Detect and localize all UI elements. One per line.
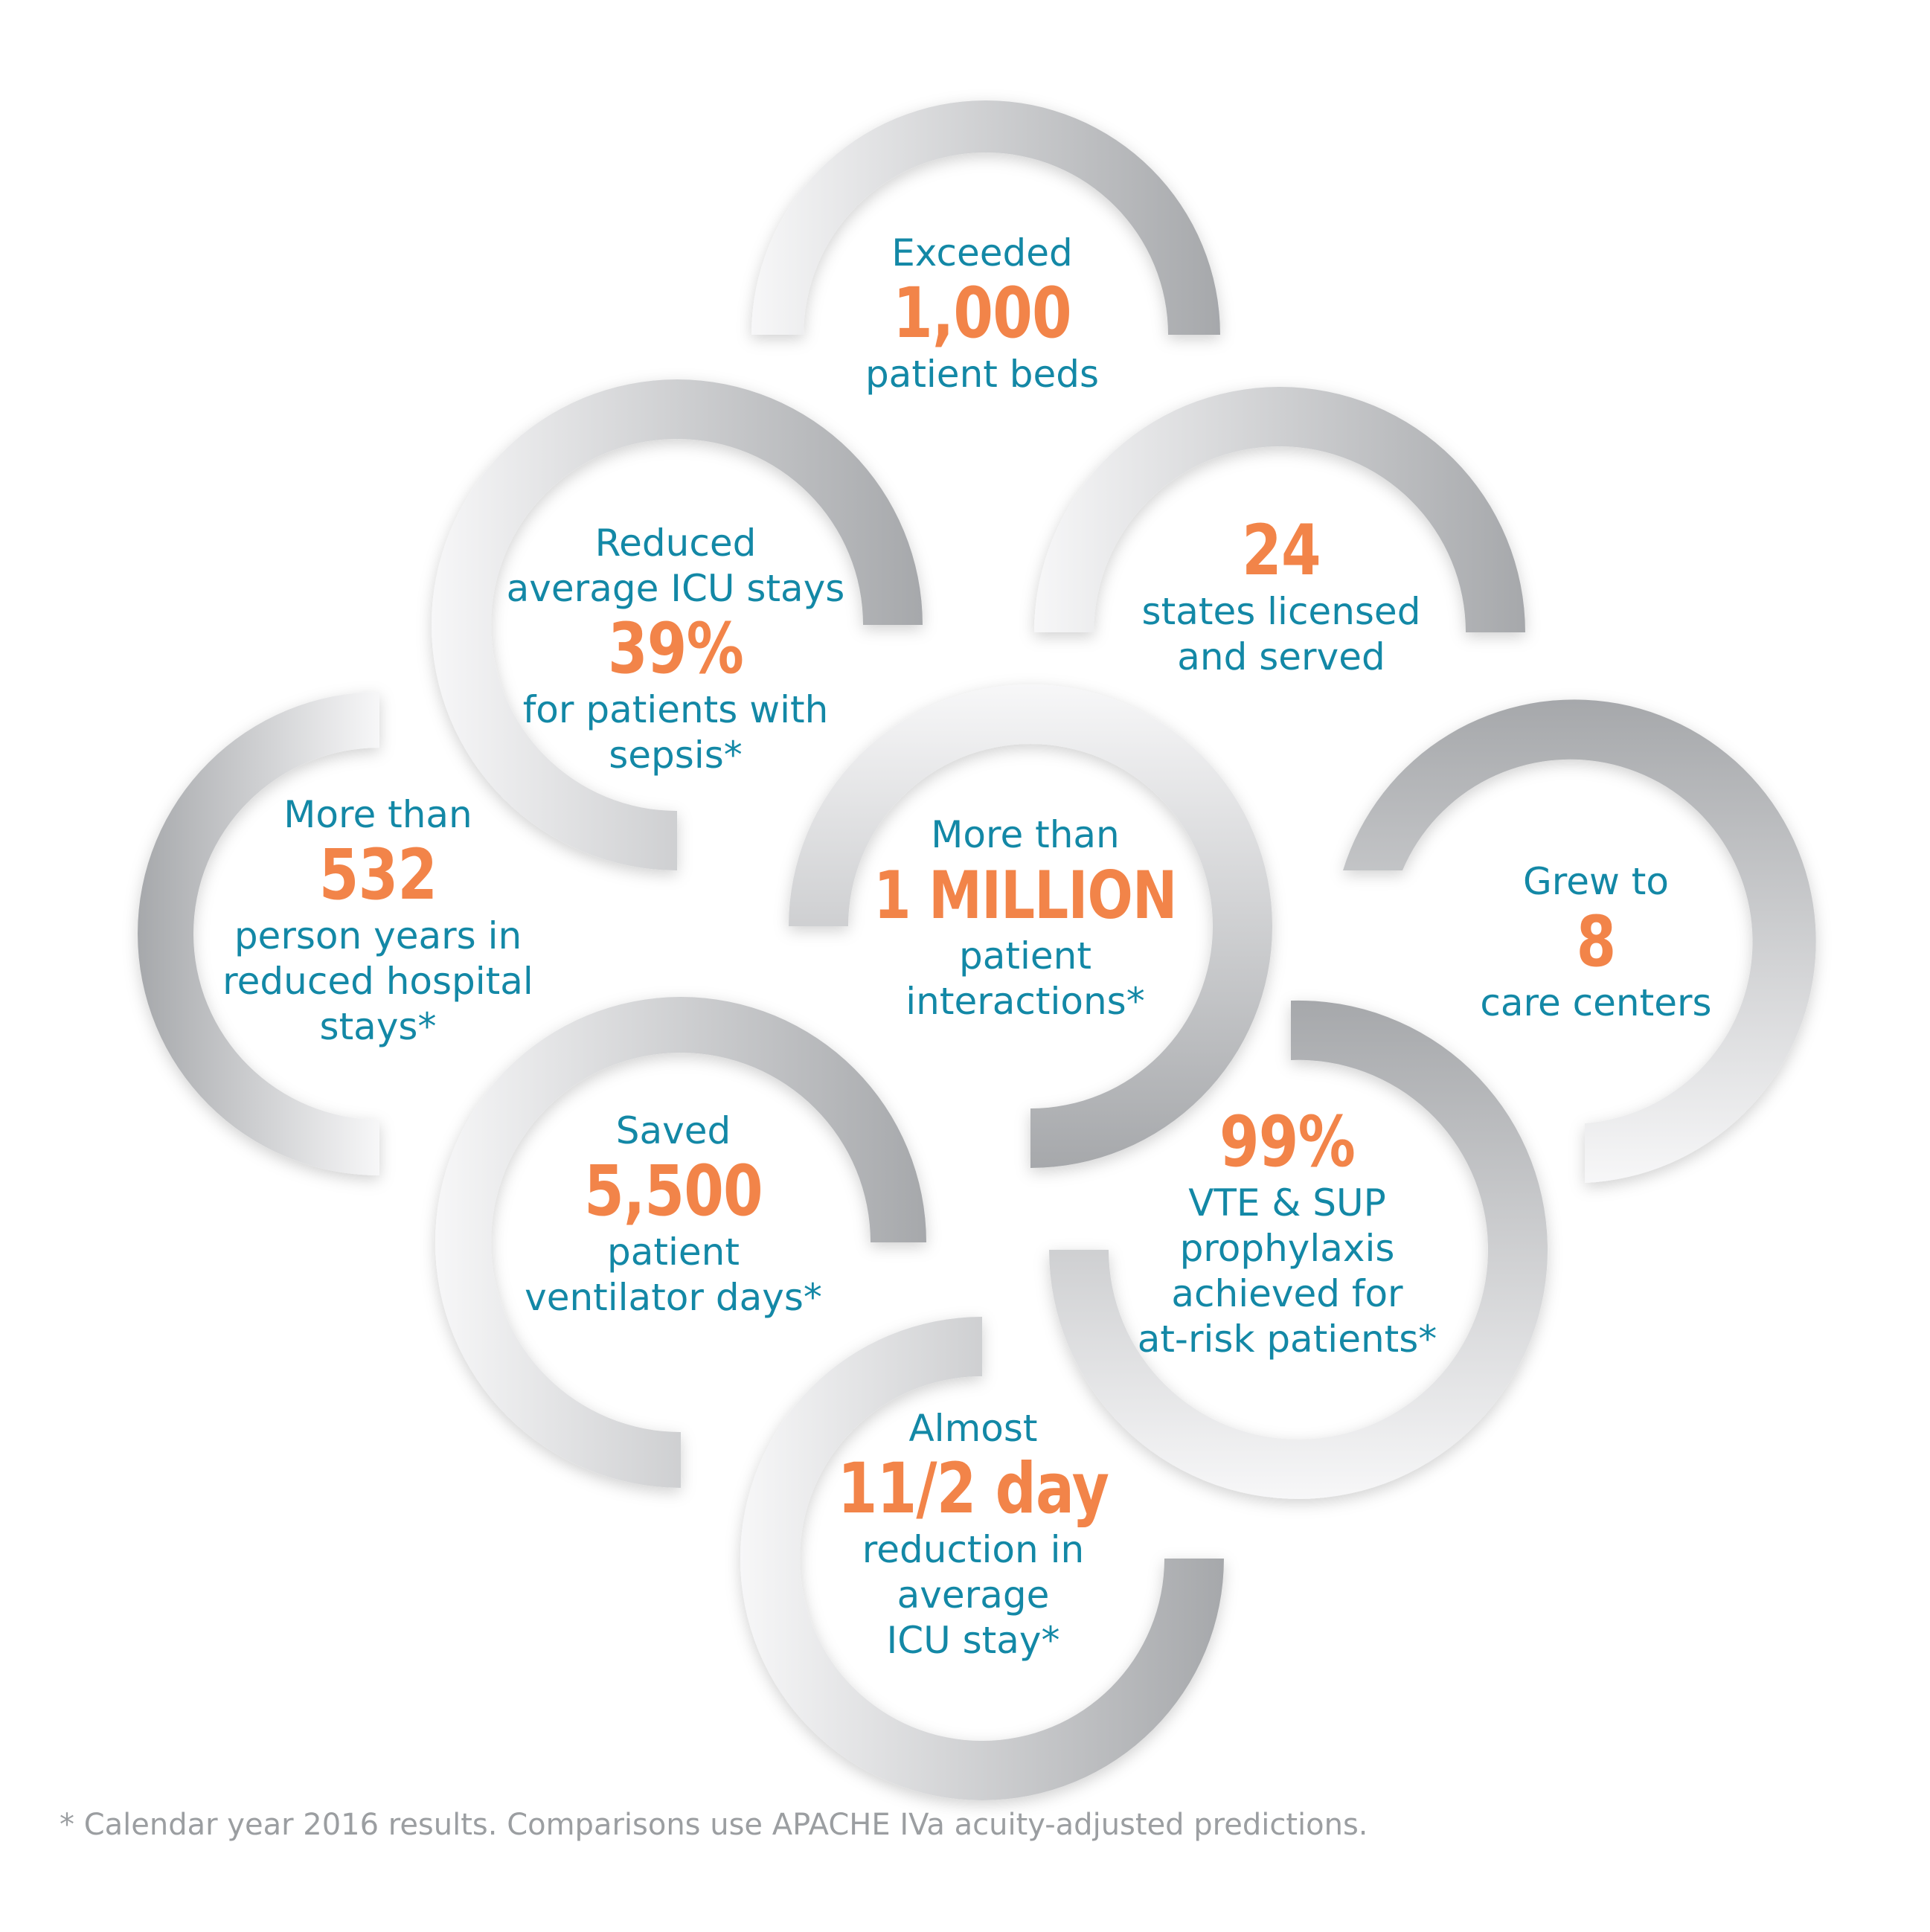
stat-post: for patients with — [522, 688, 829, 731]
stat-states — [1141, 510, 1421, 680]
stat-ventilator-days — [525, 1108, 822, 1320]
stat-post: ventilator days* — [525, 1276, 822, 1319]
stat-person-years — [222, 792, 533, 1050]
footnote: * Calendar year 2016 results. Comparisons use APACHE IVa acuity-adjusted predictions. — [60, 1808, 1368, 1842]
stat-prophylaxis — [1137, 1102, 1437, 1362]
stat-pre-2: average ICU stays — [506, 567, 845, 610]
stat-icu-stay-reduction — [808, 1406, 1138, 1663]
stat-post: achieved for — [1171, 1272, 1403, 1315]
stat-post: reduction in — [862, 1528, 1085, 1571]
stat-post: interactions* — [905, 980, 1145, 1023]
stat-post: prophylaxis — [1179, 1227, 1395, 1270]
stat-number: 1 MILLION — [873, 857, 1177, 934]
stat-post: at-risk patients* — [1137, 1318, 1437, 1361]
stat-number: 24 — [1242, 510, 1321, 591]
stat-number: 99% — [1219, 1102, 1356, 1183]
stat-pre: Reduced — [594, 521, 757, 565]
stat-post: stays* — [319, 1005, 437, 1048]
stat-interactions — [841, 812, 1211, 1024]
stat-post: reduced hospital — [222, 960, 533, 1003]
stat-pre: Grew to — [1523, 860, 1669, 903]
stat-number: 1,000 — [893, 273, 1071, 354]
stat-post: care centers — [1480, 981, 1712, 1024]
stat-post: sepsis* — [609, 734, 743, 777]
stat-post: patient — [959, 934, 1091, 978]
stat-post: patient — [607, 1230, 740, 1274]
stat-post: person years in — [234, 914, 522, 957]
stat-post: average — [897, 1573, 1050, 1617]
stat-patient-beds — [865, 231, 1099, 397]
stat-post: ICU stay* — [886, 1619, 1060, 1662]
stat-care-centers — [1480, 859, 1711, 1026]
stat-number: 532 — [318, 835, 437, 916]
stat-pre: More than — [283, 793, 472, 836]
stat-number: 8 — [1576, 902, 1616, 983]
stat-post: patient beds — [865, 353, 1100, 396]
stat-post: and served — [1177, 635, 1385, 678]
stat-number: 11/2 day — [837, 1448, 1109, 1530]
stat-post: states licensed — [1141, 590, 1421, 633]
stat-number: 5,500 — [584, 1151, 763, 1232]
stat-post: VTE & SUP — [1188, 1181, 1386, 1225]
stat-pre: Exceeded — [891, 231, 1073, 275]
stat-pre: Saved — [615, 1109, 731, 1152]
stat-pre: More than — [931, 813, 1120, 856]
stat-pre: Almost — [908, 1407, 1038, 1450]
stat-number: 39% — [607, 609, 744, 690]
stat-icu-stays — [507, 521, 845, 778]
